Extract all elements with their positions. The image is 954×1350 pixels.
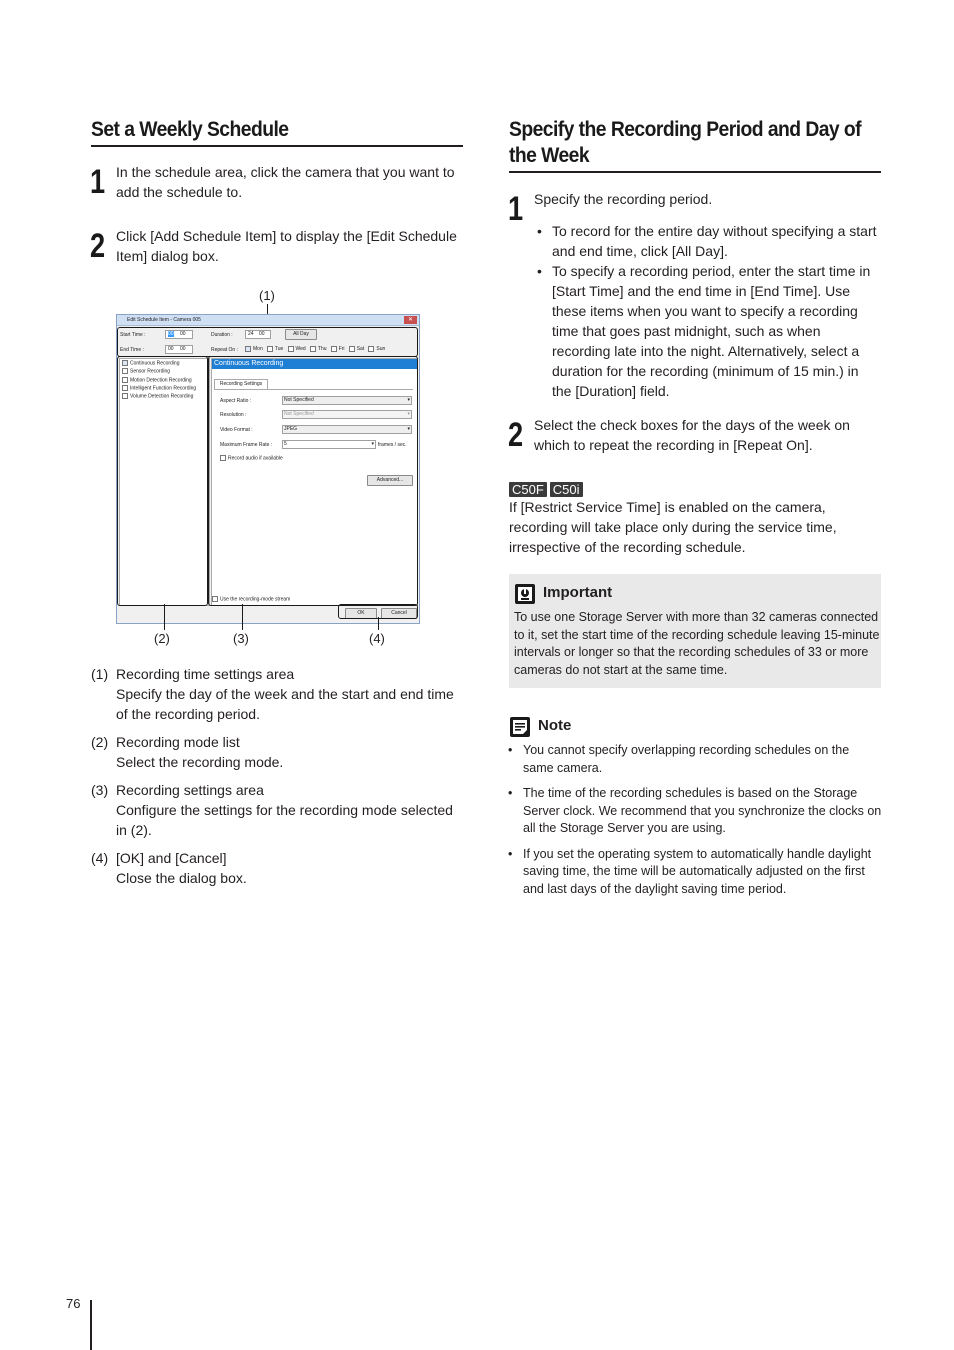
end-minute: 00 (180, 346, 186, 352)
badge-note-text: If [Restrict Service Time] is enabled on the camera, recording will take place only during the service time, irrespective of the recording schedule. (509, 499, 837, 555)
resolution-label: Resolution : (220, 412, 247, 418)
legend-title: Recording settings area (116, 782, 264, 798)
title-rule (509, 171, 881, 173)
step-text: Click [Add Schedule Item] to display the [Edit Schedule Item] dialog box. (116, 228, 457, 264)
use-stream-checkbox[interactable]: Use the recording-mode stream (212, 596, 290, 602)
step-number: 2 (90, 227, 106, 265)
note-item: • The time of the recording schedules is based on the Storage Server clock. We recommend that you synchronize the clocks on all the Storage Server you are using. (505, 785, 883, 838)
dialog-titlebar (117, 315, 419, 326)
callout-box-settings-area (208, 356, 418, 606)
day-tue[interactable]: Tue (267, 346, 283, 352)
ok-button[interactable]: OK (345, 608, 377, 619)
legend-desc: Configure the settings for the recording mode selected in (2). (116, 802, 453, 838)
mode-item[interactable]: Continuous Recording (120, 359, 209, 367)
note-item: • You cannot specify overlapping recording schedules on the same camera. (505, 742, 883, 777)
record-audio-checkbox[interactable]: Record audio if available (220, 455, 283, 461)
cancel-button[interactable]: Cancel (381, 608, 417, 619)
title-rule (91, 145, 463, 147)
legend-num: (4) (91, 850, 109, 866)
callout-leader (378, 617, 379, 630)
start-time-label: Start Time : (120, 332, 146, 338)
chevron-down-icon: ▾ (407, 426, 410, 432)
chevron-down-icon: ▾ (371, 441, 374, 447)
legend-list (91, 664, 463, 888)
legend-title: Recording mode list (116, 734, 240, 750)
page-number: 76 (66, 1296, 81, 1311)
day-sat[interactable]: Sat (349, 346, 365, 352)
all-day-button[interactable]: All Day (285, 329, 317, 340)
duration-label: Duration : (211, 332, 233, 338)
mode-item[interactable]: Volume Detection Recording (120, 392, 209, 400)
duration-minute: 00 (259, 331, 265, 337)
step-text: Select the check boxes for the days of the week on which to repeat the recording in [Repeat On]. (534, 417, 850, 453)
aspect-ratio-label: Aspect Ratio : (220, 398, 252, 404)
mode-item[interactable]: Motion Detection Recording (120, 376, 209, 384)
day-thu[interactable]: Thu (310, 346, 327, 352)
callout-3: (3) (233, 631, 249, 646)
note-title: Note (538, 717, 572, 734)
legend-num: (2) (91, 734, 109, 750)
step-number: 2 (508, 416, 524, 454)
end-hour: 00 (168, 346, 174, 352)
important-icon (514, 583, 536, 605)
callout-4: (4) (369, 631, 385, 646)
settings-header: Continuous Recording (212, 359, 417, 369)
footer-rule (90, 1300, 92, 1350)
frame-rate-unit: frames / sec. (378, 442, 407, 448)
legend-desc: Select the recording mode. (116, 754, 284, 770)
important-text: To use one Storage Server with more than 32 cameras connected to it, set the start time of the recording schedule leaving 15-minute intervals or longer so that the recording schedules of 33 or more cameras do not start at the same time. (514, 610, 880, 677)
video-format-label: Video Format : (220, 427, 253, 433)
callout-leader (164, 604, 165, 630)
repeat-on-label: Repeat On : (211, 347, 238, 353)
day-fri[interactable]: Fri (331, 346, 345, 352)
mode-item[interactable]: Sensor Recording (120, 367, 209, 375)
advanced-button[interactable]: Advanced... (367, 475, 413, 486)
step-text: In the schedule area, click the camera that you want to add the schedule to. (116, 164, 455, 200)
callout-leader (242, 604, 243, 630)
dialog-title: Edit Schedule Item - Camera 005 (127, 317, 201, 323)
recording-period-bullets (534, 221, 881, 401)
end-time-label: End Time : (120, 347, 144, 353)
note-list (505, 742, 883, 906)
note-icon (509, 716, 531, 738)
legend-title: Recording time settings area (116, 666, 295, 682)
start-hour: 00 (168, 331, 174, 337)
step-number: 1 (90, 163, 106, 201)
duration-hour: 24 (248, 331, 254, 337)
callout-box-mode-list (117, 356, 208, 606)
frame-rate-label: Maximum Frame Rate : (220, 442, 273, 448)
legend-item (91, 848, 463, 888)
resolution-select[interactable]: Not Specified ▾ (284, 411, 410, 417)
legend-item (91, 780, 463, 840)
start-minute: 00 (180, 331, 186, 337)
day-sun[interactable]: Sun (368, 346, 385, 352)
legend-item (91, 732, 463, 772)
important-title: Important (543, 584, 613, 601)
section-title-recording-period: Specify the Recording Period and Day of the Week (509, 118, 862, 167)
legend-title: [OK] and [Cancel] (116, 850, 227, 866)
day-mon[interactable]: Mon (245, 346, 263, 352)
video-format-select[interactable]: JPEG ▾ (284, 426, 410, 432)
step-text: Specify the recording period. (534, 191, 713, 207)
model-badge: C50i (550, 482, 583, 497)
mode-item[interactable]: Intelligent Function Recording (120, 384, 209, 392)
legend-num: (3) (91, 782, 109, 798)
callout-box-time-settings (117, 327, 418, 357)
legend-desc: Close the dialog box. (116, 870, 247, 886)
step-number: 1 (508, 190, 524, 228)
aspect-ratio-select[interactable]: Not Specified ▾ (284, 397, 410, 403)
section-title-weekly-schedule: Set a Weekly Schedule (91, 118, 289, 141)
callout-2: (2) (154, 631, 170, 646)
close-icon[interactable]: ✕ (404, 316, 417, 324)
legend-num: (1) (91, 666, 109, 682)
tab-recording-settings[interactable]: Recording Settings (214, 379, 268, 389)
note-item: • If you set the operating system to automatically handle daylight saving time, the time will be automatically adjusted on the first and last days of the daylight saving time period. (505, 846, 883, 899)
legend-item (91, 664, 463, 724)
bullet-item: • To record for the entire day without specifying a start and end time, click [All Day]. (534, 221, 881, 261)
chevron-down-icon: ▾ (407, 397, 410, 403)
frame-rate-select[interactable]: 5 ▾ (284, 441, 374, 447)
important-box (509, 574, 881, 688)
bullet-item: • To specify a recording period, enter the start time in [Start Time] and the end time in [End Time]. Use these items when you want to specify a recording time that goes past midnight, such as when recording late into the night. Alternatively, select a duration for the recording (minimum of 15 min.) in the [Duration] field. (534, 261, 881, 401)
chevron-down-icon: ▾ (407, 411, 410, 417)
callout-1: (1) (259, 288, 275, 303)
day-wed[interactable]: Wed (288, 346, 306, 352)
model-badge: C50F (509, 482, 547, 497)
legend-desc: Specify the day of the week and the start and end time of the recording period. (116, 686, 454, 722)
